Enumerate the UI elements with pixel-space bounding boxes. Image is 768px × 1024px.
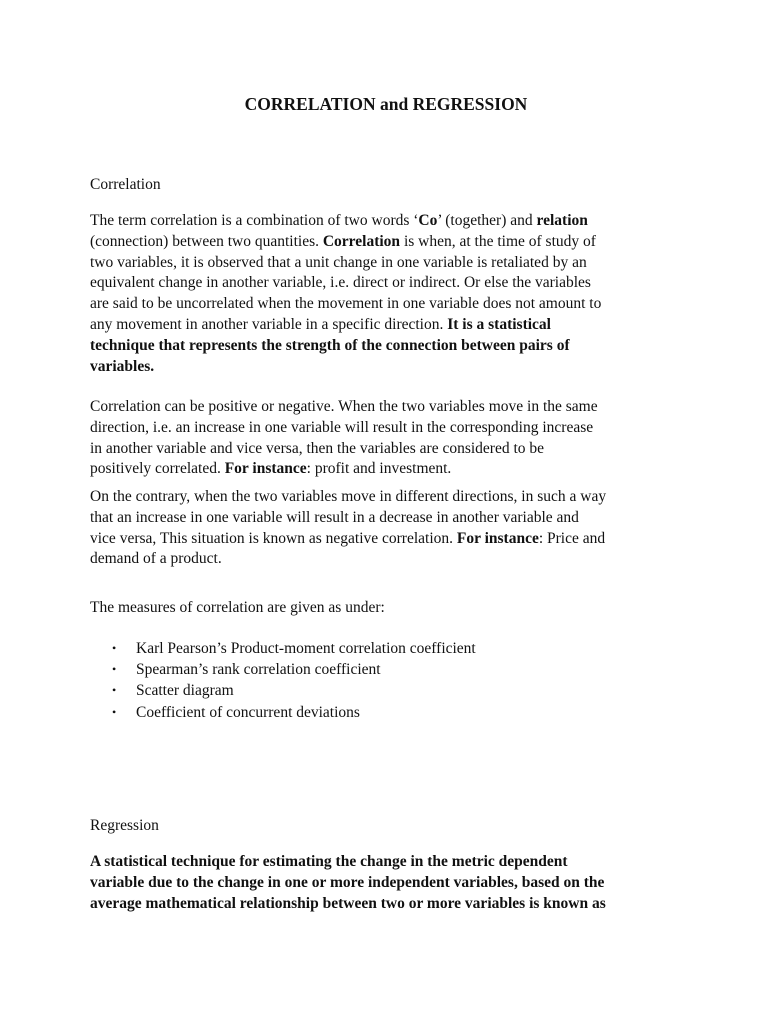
paragraph-line: in another variable and vice versa, then the variables are considered to be bbox=[90, 439, 545, 457]
list-item: • Scatter diagram bbox=[90, 680, 476, 701]
paragraph-line: are said to be uncorrelated when the movement in one variable does not amount to bbox=[90, 295, 602, 313]
paragraph-line: A statistical technique for estimating the change in the metric dependent bbox=[90, 853, 568, 870]
bullet-icon: • bbox=[112, 683, 117, 698]
paragraph-line: variable due to the change in one or more independent variables, based on the bbox=[90, 873, 605, 891]
correlation-types-paragraph bbox=[90, 397, 682, 480]
bullet-icon: • bbox=[112, 641, 117, 655]
paragraph-line: (connection) between two quantities. Correlation is when, at the time of study of bbox=[90, 232, 596, 250]
negative-correlation-paragraph bbox=[90, 487, 682, 570]
regression-definition-paragraph bbox=[90, 852, 682, 914]
paragraph-line: demand of a product. bbox=[90, 550, 222, 568]
correlation-heading: Correlation bbox=[90, 176, 161, 193]
measures-list bbox=[90, 638, 476, 723]
paragraph-line: The term correlation is a combination of two words ‘Co’ (together) and relation bbox=[90, 212, 588, 229]
paragraph-line: positively correlated. For instance: profit and investment. bbox=[90, 460, 452, 478]
paragraph-line: average mathematical relationship between two or more variables is known as bbox=[90, 894, 606, 912]
paragraph-line: any movement in another variable in a specific direction. It is a statistical bbox=[90, 315, 551, 333]
paragraph-line: that an increase in one variable will result in a decrease in another variable and bbox=[90, 508, 579, 526]
paragraph-line: technique that represents the strength of the connection between pairs of bbox=[90, 336, 570, 354]
measures-intro: The measures of correlation are given as under: bbox=[90, 599, 385, 616]
paragraph-line: direction, i.e. an increase in one variable will result in the corresponding increase bbox=[90, 418, 594, 436]
paragraph-line: variables. bbox=[90, 357, 155, 375]
paragraph-line: Correlation can be positive or negative. When the two variables move in the same bbox=[90, 398, 598, 415]
paragraph-line: vice versa, This situation is known as negative correlation. For instance: Price and bbox=[90, 529, 606, 547]
paragraph-line: On the contrary, when the two variables move in different directions, in such a way bbox=[90, 488, 607, 505]
regression-heading: Regression bbox=[90, 817, 159, 834]
list-item: • Coefficient of concurrent deviations bbox=[90, 702, 476, 723]
paragraph-line: equivalent change in another variable, i.e. direct or indirect. Or else the variables bbox=[90, 274, 591, 292]
document-title: CORRELATION and REGRESSION bbox=[244, 94, 528, 114]
paragraph-line: two variables, it is observed that a unit change in one variable is retaliated by an bbox=[90, 253, 587, 271]
bullet-icon: • bbox=[112, 704, 117, 719]
bullet-icon: • bbox=[112, 662, 117, 677]
list-item: • Spearman’s rank correlation coefficient bbox=[90, 659, 476, 680]
correlation-definition-paragraph bbox=[90, 211, 682, 377]
list-item: • Karl Pearson’s Product-moment correlation coefficient bbox=[90, 638, 476, 659]
